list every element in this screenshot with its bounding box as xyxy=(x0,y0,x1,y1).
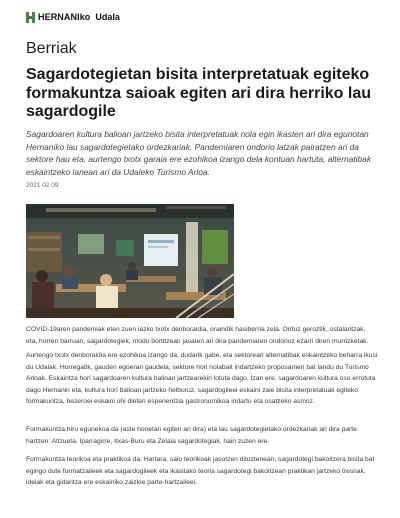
article-paragraph: Formakuntza hiru egunekoa da (aste honetan egiten ari dira) eta lau sagardotegietako ordezkariak ari dira parte hartzen: Altzueta, Iparragirre, Itxas-Buru eta Zelaia sagardotegiak, hain zuzen ere. xyxy=(26,426,357,445)
logo-subtitle: Udala xyxy=(95,12,120,22)
article-photo xyxy=(26,204,234,318)
logo-text: HERNANIko xyxy=(38,12,91,22)
article-lead: Sagardoaren kultura balioan jartzeko bisita interpretatuak nola egin ikasten ari dira egunotan Hernaniko lau sagardotegietako ordezkariak. Pandemiaren ondorio latzak pairatzen ari da sektore hau eta, aurtengo txotx garaia ere ezohikoa izango dela kontuan hartuta, alternatibak eskaintzeko lanean ari da Udaleko Turismo Arloa. xyxy=(26,129,372,177)
hernani-logo-icon xyxy=(26,12,36,23)
article-paragraph: COVID-19aren pandemiak eten zuen iazko txotx denboraldia, oraindik hasiberria zela. Orduz geroztik, ostalaritzak, eta, horren barruan, sagardotegiek, modu bortitzean jasaten ari dira pandemiaren ondorioz ezarri diren murrizketak. xyxy=(26,326,369,345)
site-header[interactable] xyxy=(26,10,120,24)
section-heading: Berriak xyxy=(26,40,77,57)
article-paragraph: Formakuntza teorikoa eta praktikoa da. Hartara, saio teorikoak jasotzen dituztenean, sagardotegi bakoitzera bisita bat egingo dute formatzaileek eta sagardogileek eta ikasitako teoria sagardotegi bakoitzean praktikan jartzeko tresnak, ideiak eta gidaritza ere eskainiko zaizkie parte-hartzaileei. xyxy=(26,456,375,486)
article-date: 2021 02 09 xyxy=(26,182,59,189)
article-paragraph: Aurtengo txotx denboraldia ere ezohikoa izango da, dudarik gabe, eta sektoreari alternatibak eskaintzeko beharra ikusi du Udalak. Horregatik, gauden egoeran gaudela, sektore hori nolabait indartzeko proposamen bat landu du Turismo Arloak. Eskaintza hori sagardoaren kultura balioan jartzearekin lotuta dago. Izan ere, sagardoaren kultura oso errotuta dago Hernanin eta, kultura hori balioan jartzeko helburuz, sagardogileei eskaini zaie bisita interpretatuak egiteko formakuntza, bezeroei eskaini ohi dieten esperientzia gastronomikoa indartu eta osatzeko asmoz. xyxy=(26,352,378,405)
article-title: Sagardotegietan bisita interpretatuak egiteko formakuntza saioak egiten ari dira herriko lau sagardogile xyxy=(26,66,371,120)
